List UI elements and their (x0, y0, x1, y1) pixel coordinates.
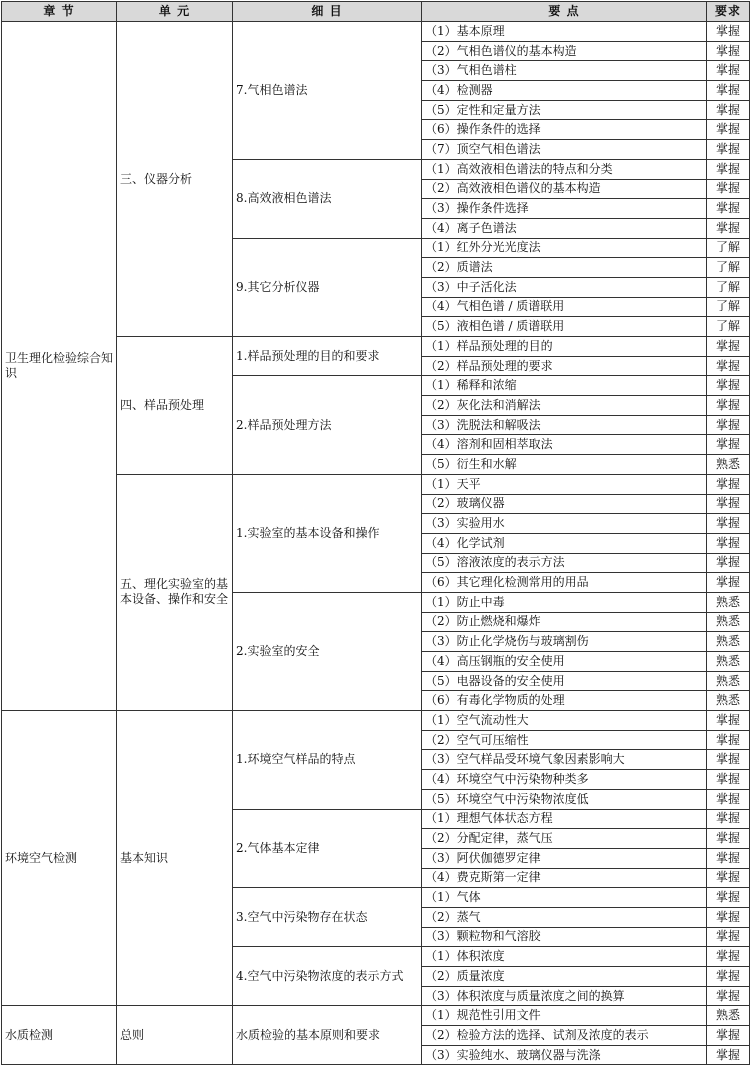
chapter-cell: 水质检测 (2, 1006, 117, 1065)
requirement-cell: 掌握 (707, 868, 750, 888)
header-row (2, 2, 750, 22)
requirement-cell: 熟悉 (707, 652, 750, 672)
point-cell: （4）化学试剂 (422, 533, 707, 553)
header-requirement: 要求 (707, 2, 750, 22)
requirement-cell: 掌握 (707, 218, 750, 238)
table-body (2, 22, 750, 1065)
requirement-cell: 掌握 (707, 41, 750, 61)
requirement-cell: 掌握 (707, 514, 750, 534)
point-cell: （1）天平 (422, 474, 707, 494)
requirement-cell: 掌握 (707, 789, 750, 809)
requirement-cell: 掌握 (707, 829, 750, 849)
point-cell: （2）玻璃仪器 (422, 494, 707, 514)
point-cell: （1）高效液相色谱法的特点和分类 (422, 159, 707, 179)
point-cell: （4）溶剂和固相萃取法 (422, 435, 707, 455)
requirement-cell: 熟悉 (707, 671, 750, 691)
point-cell: （3）操作条件选择 (422, 199, 707, 219)
point-cell: （7）顶空气相色谱法 (422, 140, 707, 160)
requirement-cell: 掌握 (707, 770, 750, 790)
point-cell: （3）实验纯水、玻璃仪器与洗涤 (422, 1045, 707, 1065)
point-cell: （1）基本原理 (422, 22, 707, 42)
requirement-cell: 掌握 (707, 159, 750, 179)
point-cell: （3）体积浓度与质量浓度之间的换算 (422, 986, 707, 1006)
point-cell: （3）防止化学烧伤与玻璃割伤 (422, 632, 707, 652)
requirement-cell: 了解 (707, 238, 750, 258)
requirement-cell: 掌握 (707, 1026, 750, 1046)
point-cell: （1）气体 (422, 888, 707, 908)
unit-cell: 三、仪器分析 (117, 22, 233, 337)
requirement-cell: 掌握 (707, 120, 750, 140)
detail-cell: 1.样品预处理的目的和要求 (233, 337, 422, 376)
unit-cell: 基本知识 (117, 711, 233, 1006)
requirement-cell: 了解 (707, 317, 750, 337)
requirement-cell: 掌握 (707, 1045, 750, 1065)
requirement-cell: 掌握 (707, 494, 750, 514)
requirement-cell: 掌握 (707, 711, 750, 731)
point-cell: （1）规范性引用文件 (422, 1006, 707, 1026)
detail-cell: 2.气体基本定律 (233, 809, 422, 888)
point-cell: （1）稀释和浓缩 (422, 376, 707, 396)
point-cell: （3）空气样品受环境气象因素影响大 (422, 750, 707, 770)
requirement-cell: 熟悉 (707, 612, 750, 632)
unit-cell: 五、理化实验室的基本设备、操作和安全 (117, 474, 233, 710)
requirement-cell: 掌握 (707, 376, 750, 396)
point-cell: （5）溶液浓度的表示方法 (422, 553, 707, 573)
requirement-cell: 掌握 (707, 22, 750, 42)
requirement-cell: 掌握 (707, 415, 750, 435)
point-cell: （5）电器设备的安全使用 (422, 671, 707, 691)
point-cell: （2）蒸气 (422, 907, 707, 927)
point-cell: （4）离子色谱法 (422, 218, 707, 238)
point-cell: （3）颗粒物和气溶胶 (422, 927, 707, 947)
header-chapter: 章 节 (2, 2, 117, 22)
requirement-cell: 熟悉 (707, 592, 750, 612)
point-cell: （3）实验用水 (422, 514, 707, 534)
detail-cell: 2.实验室的安全 (233, 592, 422, 710)
point-cell: （2）高效液相色谱仪的基本构造 (422, 179, 707, 199)
point-cell: （2）空气可压缩性 (422, 730, 707, 750)
requirement-cell: 掌握 (707, 888, 750, 908)
point-cell: （6）有毒化学物质的处理 (422, 691, 707, 711)
requirement-cell: 熟悉 (707, 455, 750, 475)
point-cell: （3）气相色谱柱 (422, 61, 707, 81)
requirement-cell: 了解 (707, 297, 750, 317)
point-cell: （3）洗脱法和解吸法 (422, 415, 707, 435)
requirement-cell: 掌握 (707, 750, 750, 770)
point-cell: （3）中子活化法 (422, 277, 707, 297)
point-cell: （2）灰化法和消解法 (422, 396, 707, 416)
chapter-cell: 卫生理化检验综合知识 (2, 22, 117, 711)
point-cell: （5）衍生和水解 (422, 455, 707, 475)
table-row (2, 22, 750, 42)
requirement-cell: 掌握 (707, 474, 750, 494)
unit-cell: 总则 (117, 1006, 233, 1065)
detail-cell: 3.空气中污染物存在状态 (233, 888, 422, 947)
header-point: 要 点 (422, 2, 707, 22)
header-unit: 单 元 (117, 2, 233, 22)
point-cell: （4）环境空气中污染物种类多 (422, 770, 707, 790)
point-cell: （2）质谱法 (422, 258, 707, 278)
point-cell: （4）高压钢瓶的安全使用 (422, 652, 707, 672)
requirement-cell: 掌握 (707, 337, 750, 357)
point-cell: （1）样品预处理的目的 (422, 337, 707, 357)
table-row (2, 711, 750, 731)
requirement-cell: 掌握 (707, 61, 750, 81)
detail-cell: 8.高效液相色谱法 (233, 159, 422, 238)
point-cell: （4）费克斯第一定律 (422, 868, 707, 888)
header-detail: 细 目 (233, 2, 422, 22)
requirement-cell: 掌握 (707, 947, 750, 967)
table-row (2, 1006, 750, 1026)
point-cell: （4）检测器 (422, 81, 707, 101)
point-cell: （5）液相色谱 / 质谱联用 (422, 317, 707, 337)
chapter-cell: 环境空气检测 (2, 711, 117, 1006)
point-cell: （5）环境空气中污染物浓度低 (422, 789, 707, 809)
syllabus-table (1, 1, 750, 1065)
unit-cell: 四、样品预处理 (117, 337, 233, 475)
requirement-cell: 熟悉 (707, 632, 750, 652)
requirement-cell: 掌握 (707, 199, 750, 219)
detail-cell: 1.环境空气样品的特点 (233, 711, 422, 809)
requirement-cell: 掌握 (707, 179, 750, 199)
point-cell: （1）体积浓度 (422, 947, 707, 967)
requirement-cell: 掌握 (707, 140, 750, 160)
point-cell: （2）防止燃烧和爆炸 (422, 612, 707, 632)
point-cell: （3）阿伏伽德罗定律 (422, 848, 707, 868)
point-cell: （2）检验方法的选择、试剂及浓度的表示 (422, 1026, 707, 1046)
requirement-cell: 掌握 (707, 730, 750, 750)
point-cell: （1）理想气体状态方程 (422, 809, 707, 829)
detail-cell: 7.气相色谱法 (233, 22, 422, 160)
requirement-cell: 掌握 (707, 100, 750, 120)
requirement-cell: 掌握 (707, 573, 750, 593)
requirement-cell: 掌握 (707, 81, 750, 101)
requirement-cell: 了解 (707, 258, 750, 278)
point-cell: （5）定性和定量方法 (422, 100, 707, 120)
requirement-cell: 掌握 (707, 533, 750, 553)
detail-cell: 9.其它分析仪器 (233, 238, 422, 336)
requirement-cell: 掌握 (707, 848, 750, 868)
point-cell: （6）其它理化检测常用的用品 (422, 573, 707, 593)
detail-cell: 水质检验的基本原则和要求 (233, 1006, 422, 1065)
point-cell: （2）分配定律，蒸气压 (422, 829, 707, 849)
point-cell: （4）气相色谱 / 质谱联用 (422, 297, 707, 317)
requirement-cell: 掌握 (707, 809, 750, 829)
requirement-cell: 掌握 (707, 356, 750, 376)
point-cell: （1）空气流动性大 (422, 711, 707, 731)
point-cell: （2）样品预处理的要求 (422, 356, 707, 376)
point-cell: （1）红外分光光度法 (422, 238, 707, 258)
requirement-cell: 掌握 (707, 435, 750, 455)
requirement-cell: 掌握 (707, 907, 750, 927)
detail-cell: 4.空气中污染物浓度的表示方式 (233, 947, 422, 1006)
requirement-cell: 熟悉 (707, 1006, 750, 1026)
point-cell: （1）防止中毒 (422, 592, 707, 612)
requirement-cell: 掌握 (707, 967, 750, 987)
requirement-cell: 掌握 (707, 396, 750, 416)
requirement-cell: 掌握 (707, 927, 750, 947)
requirement-cell: 掌握 (707, 986, 750, 1006)
detail-cell: 2.样品预处理方法 (233, 376, 422, 474)
point-cell: （2）气相色谱仪的基本构造 (422, 41, 707, 61)
detail-cell: 1.实验室的基本设备和操作 (233, 474, 422, 592)
requirement-cell: 熟悉 (707, 691, 750, 711)
requirement-cell: 掌握 (707, 553, 750, 573)
requirement-cell: 了解 (707, 277, 750, 297)
point-cell: （2）质量浓度 (422, 967, 707, 987)
point-cell: （6）操作条件的选择 (422, 120, 707, 140)
